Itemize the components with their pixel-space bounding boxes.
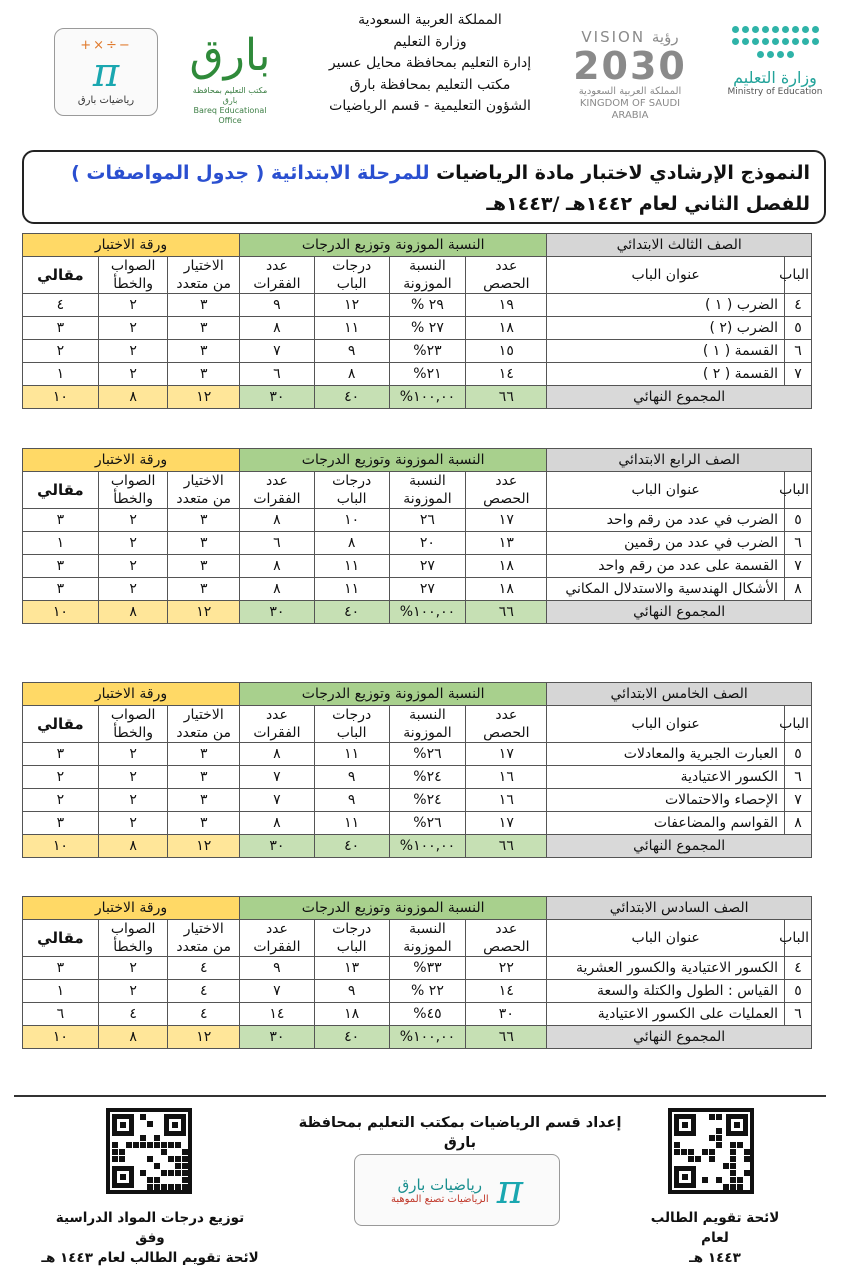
total-mc-cell: ١٢ xyxy=(168,601,240,624)
pi-logo-icon: π xyxy=(92,50,120,96)
pct-cell: ٢٠ xyxy=(389,532,466,555)
unit-cell: ٨ xyxy=(785,578,812,601)
essay-cell: ٣ xyxy=(23,957,99,980)
mc-col-header: الاختيار من متعدد xyxy=(168,472,240,509)
total-items-cell: ٣٠ xyxy=(240,1026,315,1049)
total-pct-cell: ١٠٠,٠٠% xyxy=(389,835,466,858)
pct-cell: ٣٣% xyxy=(389,957,466,980)
unit-cell: ٥ xyxy=(785,317,812,340)
moe-en: Ministry of Education xyxy=(727,87,823,97)
marks-cell: ١٢ xyxy=(314,294,389,317)
bareq-caption: مكتب التعليم بمحافظة بارق xyxy=(192,86,268,105)
marks-cell: ١٨ xyxy=(314,1003,389,1026)
qr-finder-pattern xyxy=(112,1114,134,1136)
totals-row xyxy=(23,835,812,858)
items-cell: ٩ xyxy=(240,957,315,980)
mc-cell: ٣ xyxy=(168,363,240,386)
marks-cell: ١١ xyxy=(314,812,389,835)
unit-cell: ٧ xyxy=(785,555,812,578)
mc-cell: ٣ xyxy=(168,509,240,532)
moe-dots-icon xyxy=(730,26,820,60)
table-row xyxy=(23,812,812,835)
items-cell: ١٤ xyxy=(240,1003,315,1026)
mc-cell: ٤ xyxy=(168,1003,240,1026)
grade-name: الصف السادس الابتدائي xyxy=(547,897,812,920)
admin-line: الشؤون التعليمية - قسم الرياضيات xyxy=(329,98,531,114)
unit-cell: ٥ xyxy=(785,743,812,766)
essay-cell: ٣ xyxy=(23,812,99,835)
unit-title-cell: الضرب في عدد من رقمين xyxy=(547,532,785,555)
mc-col-header: الاختيار من متعدد xyxy=(168,920,240,957)
unit-col-header: الباب xyxy=(785,257,812,294)
grade-name: الصف الثالث الابتدائي xyxy=(547,234,812,257)
qr-code-icon[interactable] xyxy=(668,1108,754,1194)
pct-col-header: النسبة الموزونة xyxy=(389,706,466,743)
lessons-cell: ١٨ xyxy=(466,555,547,578)
table-row xyxy=(23,555,812,578)
pi-logo-icon: π xyxy=(496,1167,524,1213)
marks-cell: ٨ xyxy=(314,532,389,555)
table-row xyxy=(23,766,812,789)
tf-cell: ٢ xyxy=(98,363,168,386)
unit-title-cell: الضرب في عدد من رقم واحد xyxy=(547,509,785,532)
vision-line2: KINGDOM OF SAUDI ARABIA xyxy=(579,98,681,121)
tf-cell: ٢ xyxy=(98,532,168,555)
footer-math-logo xyxy=(354,1154,560,1226)
exam-paper-header: ورقة الاختبار xyxy=(23,683,240,706)
admin-line: المملكة العربية السعودية xyxy=(358,12,502,28)
lessons-cell: ١٨ xyxy=(466,578,547,601)
unit-title-cell: القواسم والمضاعفات xyxy=(547,812,785,835)
marks-col-header: درجات الباب xyxy=(314,920,389,957)
mc-cell: ٣ xyxy=(168,340,240,363)
unit-title-cell: العمليات على الكسور الاعتيادية xyxy=(547,1003,785,1026)
total-pct-cell: ١٠٠,٠٠% xyxy=(389,386,466,409)
items-cell: ٨ xyxy=(240,555,315,578)
admin-line: وزارة التعليم xyxy=(393,33,467,50)
marks-cell: ٩ xyxy=(314,980,389,1003)
items-cell: ٧ xyxy=(240,766,315,789)
grade-spec-table xyxy=(22,448,812,624)
total-label: المجموع النهائي xyxy=(547,1026,812,1049)
tf-col-header: الصواب والخطأ xyxy=(98,706,168,743)
table-row xyxy=(23,789,812,812)
mc-cell: ٣ xyxy=(168,555,240,578)
totals-row xyxy=(23,601,812,624)
unit-title-col-header: عنوان الباب xyxy=(547,920,785,957)
total-pct-cell: ١٠٠,٠٠% xyxy=(389,601,466,624)
essay-col-header: مقالي xyxy=(23,706,99,743)
table-row xyxy=(23,578,812,601)
qr-right-caption xyxy=(640,1208,790,1268)
total-items-cell: ٣٠ xyxy=(240,386,315,409)
total-label: المجموع النهائي xyxy=(547,601,812,624)
mc-cell: ٣ xyxy=(168,743,240,766)
lessons-cell: ١٧ xyxy=(466,743,547,766)
unit-title-cell: الإحصاء والاحتمالات xyxy=(547,789,785,812)
grade-name: الصف الخامس الابتدائي xyxy=(547,683,812,706)
marks-col-header: درجات الباب xyxy=(314,472,389,509)
math-bareq-logo xyxy=(54,28,158,116)
vision-line1: المملكة العربية السعودية xyxy=(578,86,682,97)
pct-cell: ٢٤% xyxy=(389,789,466,812)
pct-cell: ٢٦% xyxy=(389,812,466,835)
table-row xyxy=(23,743,812,766)
mc-cell: ٤ xyxy=(168,980,240,1003)
tf-cell: ٢ xyxy=(98,509,168,532)
marks-col-header: درجات الباب xyxy=(314,706,389,743)
mc-cell: ٣ xyxy=(168,317,240,340)
tf-cell: ٢ xyxy=(98,555,168,578)
qr-finder-pattern xyxy=(674,1166,696,1188)
table-row xyxy=(23,294,812,317)
total-essay-cell: ١٠ xyxy=(23,386,99,409)
tf-cell: ٢ xyxy=(98,743,168,766)
lessons-cell: ١٣ xyxy=(466,532,547,555)
lessons-cell: ١٤ xyxy=(466,363,547,386)
tf-col-header: الصواب والخطأ xyxy=(98,472,168,509)
weighted-header: النسبة الموزونة وتوزيع الدرجات xyxy=(240,234,547,257)
marks-cell: ١٠ xyxy=(314,509,389,532)
admin-line: مكتب التعليم بمحافظة بارق xyxy=(349,76,511,93)
ministry-of-education-logo xyxy=(705,26,845,116)
mc-col-header: الاختيار من متعدد xyxy=(168,706,240,743)
unit-cell: ٤ xyxy=(785,294,812,317)
marks-cell: ١١ xyxy=(314,743,389,766)
unit-title-cell: الأشكال الهندسية والاستدلال المكاني xyxy=(547,578,785,601)
items-col-header: عدد الفقرات xyxy=(240,472,315,509)
weighted-header: النسبة الموزونة وتوزيع الدرجات xyxy=(240,897,547,920)
essay-cell: ١ xyxy=(23,980,99,1003)
unit-title-cell: القسمة ( ١ ) xyxy=(547,340,785,363)
essay-cell: ٣ xyxy=(23,317,99,340)
essay-cell: ٢ xyxy=(23,340,99,363)
tf-cell: ٤ xyxy=(98,1003,168,1026)
footer-prepared-by: إعداد قسم الرياضيات بمكتب التعليم بمحافظة بارق xyxy=(298,1115,622,1151)
items-col-header: عدد الفقرات xyxy=(240,920,315,957)
mc-cell: ٣ xyxy=(168,789,240,812)
table-row xyxy=(23,957,812,980)
total-lessons-cell: ٦٦ xyxy=(466,835,547,858)
tf-col-header: الصواب والخطأ xyxy=(98,257,168,294)
pct-col-header: النسبة الموزونة xyxy=(389,257,466,294)
unit-title-cell: القسمة على عدد من رقم واحد xyxy=(547,555,785,578)
lessons-col-header: عدد الحصص xyxy=(466,472,547,509)
essay-cell: ٣ xyxy=(23,509,99,532)
items-cell: ٨ xyxy=(240,578,315,601)
items-cell: ٦ xyxy=(240,532,315,555)
total-essay-cell: ١٠ xyxy=(23,835,99,858)
table-row xyxy=(23,340,812,363)
unit-title-col-header: عنوان الباب xyxy=(547,706,785,743)
marks-cell: ١٣ xyxy=(314,957,389,980)
unit-col-header: الباب xyxy=(785,920,812,957)
items-cell: ٨ xyxy=(240,509,315,532)
qr-finder-pattern xyxy=(674,1114,696,1136)
pct-cell: ٢٢ % xyxy=(389,980,466,1003)
essay-col-header: مقالي xyxy=(23,472,99,509)
mc-cell: ٤ xyxy=(168,957,240,980)
total-items-cell: ٣٠ xyxy=(240,835,315,858)
tf-cell: ٢ xyxy=(98,294,168,317)
marks-cell: ٨ xyxy=(314,363,389,386)
unit-cell: ٧ xyxy=(785,789,812,812)
items-cell: ٨ xyxy=(240,812,315,835)
total-tf-cell: ٨ xyxy=(98,386,168,409)
pct-cell: ٢٧ xyxy=(389,578,466,601)
grade-name: الصف الرابع الابتدائي xyxy=(547,449,812,472)
total-items-cell: ٣٠ xyxy=(240,601,315,624)
pct-cell: ٢٧ xyxy=(389,555,466,578)
pct-cell: ٢٦% xyxy=(389,743,466,766)
tf-col-header: الصواب والخطأ xyxy=(98,920,168,957)
vision-2030-logo xyxy=(560,28,700,121)
tf-cell: ٢ xyxy=(98,957,168,980)
lessons-col-header: عدد الحصص xyxy=(466,920,547,957)
vision-year: 2030 xyxy=(573,44,687,88)
weighted-header: النسبة الموزونة وتوزيع الدرجات xyxy=(240,683,547,706)
table-row xyxy=(23,532,812,555)
total-lessons-cell: ٦٦ xyxy=(466,601,547,624)
total-marks-cell: ٤٠ xyxy=(314,1026,389,1049)
unit-title-col-header: عنوان الباب xyxy=(547,257,785,294)
total-label: المجموع النهائي xyxy=(547,386,812,409)
grade-spec-table xyxy=(22,896,812,1049)
qr-left-caption xyxy=(40,1208,260,1268)
total-mc-cell: ١٢ xyxy=(168,386,240,409)
essay-cell: ١ xyxy=(23,532,99,555)
essay-cell: ٣ xyxy=(23,743,99,766)
marks-col-header: درجات الباب xyxy=(314,257,389,294)
lessons-cell: ١٧ xyxy=(466,509,547,532)
essay-cell: ٣ xyxy=(23,578,99,601)
marks-cell: ١١ xyxy=(314,578,389,601)
total-marks-cell: ٤٠ xyxy=(314,601,389,624)
essay-cell: ٢ xyxy=(23,789,99,812)
pct-cell: ٢١% xyxy=(389,363,466,386)
lessons-cell: ١٤ xyxy=(466,980,547,1003)
lessons-cell: ١٦ xyxy=(466,766,547,789)
lessons-cell: ٣٠ xyxy=(466,1003,547,1026)
unit-cell: ٤ xyxy=(785,957,812,980)
total-tf-cell: ٨ xyxy=(98,1026,168,1049)
exam-paper-header: ورقة الاختبار xyxy=(23,234,240,257)
lessons-cell: ١٩ xyxy=(466,294,547,317)
lessons-col-header: عدد الحصص xyxy=(466,257,547,294)
table-row xyxy=(23,509,812,532)
admin-text-block xyxy=(300,10,560,118)
bareq-office-logo xyxy=(185,26,275,125)
essay-cell: ٤ xyxy=(23,294,99,317)
unit-title-cell: الكسور الاعتيادية xyxy=(547,766,785,789)
table-row xyxy=(23,317,812,340)
essay-col-header: مقالي xyxy=(23,257,99,294)
qr-left-caption-line1: توزيع درجات المواد الدراسية وفق xyxy=(55,1210,245,1246)
marks-cell: ٩ xyxy=(314,766,389,789)
lessons-cell: ١٨ xyxy=(466,317,547,340)
unit-title-cell: الضرب ( ١ ) xyxy=(547,294,785,317)
qr-finder-pattern xyxy=(164,1114,186,1136)
mc-cell: ٣ xyxy=(168,812,240,835)
total-mc-cell: ١٢ xyxy=(168,835,240,858)
tf-cell: ٢ xyxy=(98,340,168,363)
pct-cell: ٢٧ % xyxy=(389,317,466,340)
qr-left-caption-line2: لائحة تقويم الطالب لعام ١٤٤٣ هـ xyxy=(41,1250,259,1266)
items-cell: ٧ xyxy=(240,789,315,812)
total-tf-cell: ٨ xyxy=(98,601,168,624)
unit-cell: ٥ xyxy=(785,509,812,532)
moe-ar: وزارة التعليم xyxy=(733,68,817,87)
items-cell: ٦ xyxy=(240,363,315,386)
pct-cell: ٢٩ % xyxy=(389,294,466,317)
bareq-caption-en: Bareq Educational Office xyxy=(193,106,267,125)
unit-cell: ٨ xyxy=(785,812,812,835)
grade-spec-table xyxy=(22,233,812,409)
unit-title-cell: القياس : الطول والكتلة والسعة xyxy=(547,980,785,1003)
unit-cell: ٦ xyxy=(785,340,812,363)
tf-cell: ٢ xyxy=(98,789,168,812)
unit-title-cell: الضرب (٢ ) xyxy=(547,317,785,340)
footer-divider xyxy=(14,1095,826,1097)
page-title xyxy=(22,150,826,224)
lessons-cell: ٢٢ xyxy=(466,957,547,980)
tf-cell: ٢ xyxy=(98,578,168,601)
unit-title-cell: القسمة ( ٢ ) xyxy=(547,363,785,386)
lessons-cell: ١٧ xyxy=(466,812,547,835)
essay-cell: ١ xyxy=(23,363,99,386)
total-pct-cell: ١٠٠,٠٠% xyxy=(389,1026,466,1049)
tf-cell: ٢ xyxy=(98,812,168,835)
marks-cell: ٩ xyxy=(314,340,389,363)
title-part3: ( جدول المواصفات ) xyxy=(71,162,265,184)
qr-code-icon[interactable] xyxy=(106,1108,192,1194)
qr-right-caption-line2: ١٤٤٣ هـ xyxy=(689,1250,741,1266)
qr-finder-pattern xyxy=(726,1114,748,1136)
total-lessons-cell: ٦٦ xyxy=(466,1026,547,1049)
total-label: المجموع النهائي xyxy=(547,835,812,858)
weighted-header: النسبة الموزونة وتوزيع الدرجات xyxy=(240,449,547,472)
pct-cell: ٢٦ xyxy=(389,509,466,532)
unit-cell: ٦ xyxy=(785,532,812,555)
items-cell: ٨ xyxy=(240,743,315,766)
unit-title-col-header: عنوان الباب xyxy=(547,472,785,509)
total-essay-cell: ١٠ xyxy=(23,601,99,624)
pct-col-header: النسبة الموزونة xyxy=(389,920,466,957)
items-col-header: عدد الفقرات xyxy=(240,706,315,743)
lessons-col-header: عدد الحصص xyxy=(466,706,547,743)
title-part1: النموذج الإرشادي لاختبار مادة الرياضيات xyxy=(429,162,810,184)
mc-cell: ٣ xyxy=(168,532,240,555)
totals-row xyxy=(23,1026,812,1049)
tf-cell: ٢ xyxy=(98,980,168,1003)
totals-row xyxy=(23,386,812,409)
essay-col-header: مقالي xyxy=(23,920,99,957)
total-marks-cell: ٤٠ xyxy=(314,386,389,409)
items-cell: ٧ xyxy=(240,980,315,1003)
mc-cell: ٣ xyxy=(168,578,240,601)
lessons-cell: ١٥ xyxy=(466,340,547,363)
bareq-mark: بارق xyxy=(189,30,271,81)
unit-col-header: الباب xyxy=(785,472,812,509)
pct-col-header: النسبة الموزونة xyxy=(389,472,466,509)
total-lessons-cell: ٦٦ xyxy=(466,386,547,409)
grade-spec-table xyxy=(22,682,812,858)
essay-cell: ٣ xyxy=(23,555,99,578)
marks-cell: ١١ xyxy=(314,555,389,578)
unit-title-cell: الكسور الاعتيادية والكسور العشرية xyxy=(547,957,785,980)
lessons-cell: ١٦ xyxy=(466,789,547,812)
items-cell: ٧ xyxy=(240,340,315,363)
unit-cell: ٦ xyxy=(785,766,812,789)
admin-line: إدارة التعليم بمحافظة محايل عسير xyxy=(328,55,532,71)
tf-cell: ٢ xyxy=(98,766,168,789)
total-tf-cell: ٨ xyxy=(98,835,168,858)
page-header xyxy=(0,0,864,140)
unit-col-header: الباب xyxy=(785,706,812,743)
essay-cell: ٢ xyxy=(23,766,99,789)
pct-cell: ٢٤% xyxy=(389,766,466,789)
title-part2: للمرحلة الابتدائية xyxy=(264,162,430,184)
total-essay-cell: ١٠ xyxy=(23,1026,99,1049)
qr-finder-pattern xyxy=(112,1166,134,1188)
total-marks-cell: ٤٠ xyxy=(314,835,389,858)
footer-logo-tagline: الرياضيات تصنع الموهبة xyxy=(390,1193,489,1205)
table-row xyxy=(23,363,812,386)
pct-cell: ٤٥% xyxy=(389,1003,466,1026)
exam-paper-header: ورقة الاختبار xyxy=(23,897,240,920)
unit-cell: ٧ xyxy=(785,363,812,386)
items-cell: ٨ xyxy=(240,317,315,340)
mc-cell: ٣ xyxy=(168,766,240,789)
mc-col-header: الاختيار من متعدد xyxy=(168,257,240,294)
items-cell: ٩ xyxy=(240,294,315,317)
unit-cell: ٦ xyxy=(785,1003,812,1026)
marks-cell: ١١ xyxy=(314,317,389,340)
exam-paper-header: ورقة الاختبار xyxy=(23,449,240,472)
table-row xyxy=(23,980,812,1003)
essay-cell: ٦ xyxy=(23,1003,99,1026)
total-mc-cell: ١٢ xyxy=(168,1026,240,1049)
mc-cell: ٣ xyxy=(168,294,240,317)
pct-cell: ٢٣% xyxy=(389,340,466,363)
title-line2: للفصل الثاني لعام ١٤٤٢هـ /١٤٤٣هـ xyxy=(486,193,810,215)
tf-cell: ٢ xyxy=(98,317,168,340)
items-col-header: عدد الفقرات xyxy=(240,257,315,294)
qr-right-caption-line1: لائحة تقويم الطالب لعام xyxy=(650,1210,780,1246)
marks-cell: ٩ xyxy=(314,789,389,812)
footer-logo-title: رياضيات بارق xyxy=(397,1175,483,1194)
vision-top: VISION رؤية xyxy=(581,28,679,46)
table-row xyxy=(23,1003,812,1026)
unit-title-cell: العبارت الجبرية والمعادلات xyxy=(547,743,785,766)
math-ops-icon: +×÷− xyxy=(80,38,132,53)
logo-caption: رياضيات بارق xyxy=(77,95,135,106)
unit-cell: ٥ xyxy=(785,980,812,1003)
